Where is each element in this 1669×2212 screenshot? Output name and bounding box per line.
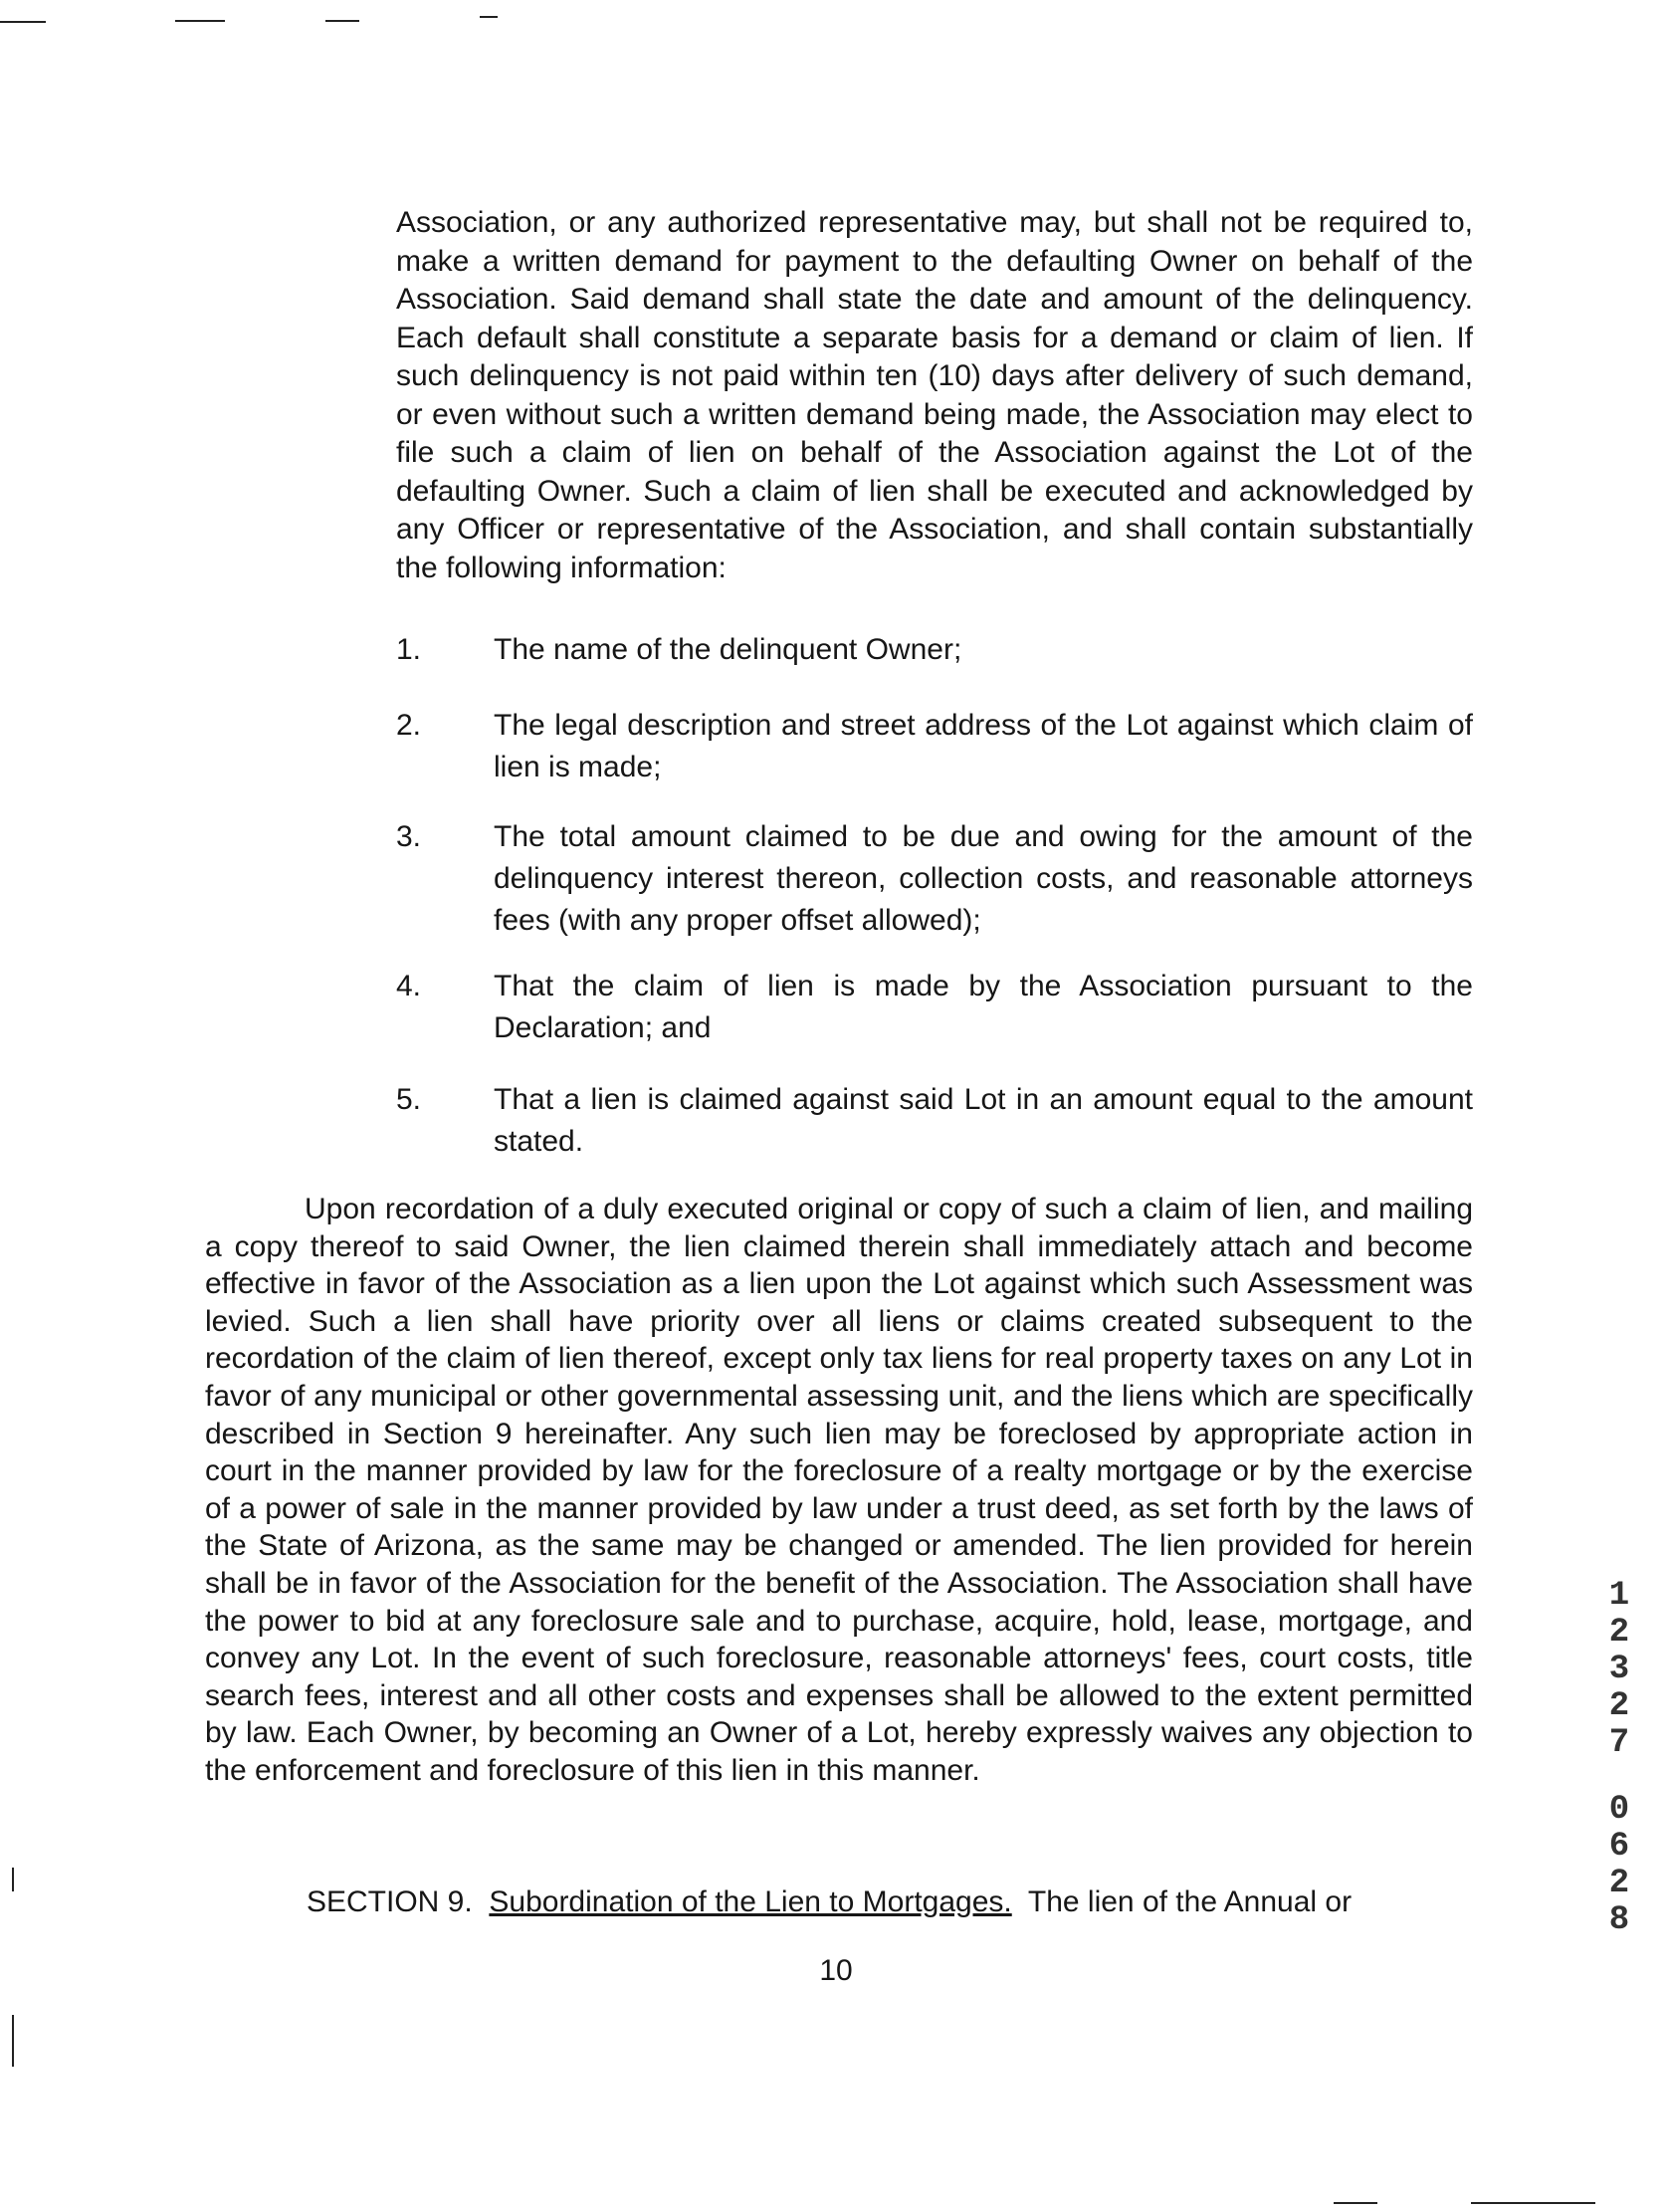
stamp-digit: 3 xyxy=(1608,1651,1630,1688)
list-item-text: That the claim of lien is made by the Association pursuant to the Declaration; and xyxy=(494,970,1473,1044)
stamp-digit: 2 xyxy=(1608,1865,1630,1902)
scan-mark xyxy=(1334,2202,1377,2204)
list-item-text: That a lien is claimed against said Lot in an amount equal to the amount stated. xyxy=(494,1083,1473,1158)
list-item-text: The name of the delinquent Owner; xyxy=(494,633,962,666)
scan-mark xyxy=(1471,2202,1595,2204)
list-item-text: The legal description and street address of the Lot against which claim of lien is made; xyxy=(494,709,1473,783)
stamp-digit: 2 xyxy=(1608,1687,1630,1725)
scan-mark xyxy=(175,20,225,22)
section-text: The lien of the Annual or xyxy=(1027,1885,1353,1918)
list-item-number: 1. xyxy=(396,633,422,666)
list-item-number: 2. xyxy=(396,709,422,742)
stamp-digit: 6 xyxy=(1608,1828,1630,1866)
list-item-number: 5. xyxy=(396,1083,422,1116)
recording-stamp xyxy=(1596,1578,1642,1939)
intro-paragraph: Association, or any authorized representative may, but shall not be required to, make a written demand for payment to the defaulting Owner on behalf of the Association. Said demand shall state the date and amount of the delinquency. Each default shall constitute a separate basis for a demand or claim of lien. If such delinquency is not paid within ten (10) days after delivery of such demand, or even without such a written demand being made, the Association may elect to file such a claim of lien on behalf of the Association against the Lot of the defaulting Owner. Such a claim of lien shall be executed and acknowledged by any Officer or representative of the Association, and shall contain substantially the following information: xyxy=(396,206,1473,584)
scan-mark xyxy=(325,20,359,22)
scan-mark xyxy=(0,21,46,23)
recordation-paragraph-text: Upon recordation of a duly executed original or copy of such a claim of lien, and mailing a copy thereof to said Owner, the lien claimed therein shall immediately attach and become effective in favor of the Association as a lien upon the Lot against which such Assessment was levied. Such a lien shall have priority over all liens or claims created subsequent to the recordation of the claim of lien thereof, except only tax liens for real property taxes on any Lot in favor of any municipal or other governmental assessing unit, and the liens which are specifically described in Section 9 hereinafter. Any such lien may be foreclosed by appropriate action in court in the manner provided by law for the foreclosure of a realty mortgage or by the exercise of a power of sale in the manner provided by law under a trust deed, as set forth by the laws of the State of Arizona, as the same may be changed or amended. The lien provided for herein shall be in favor of the Association for the benefit of the Association. The Association shall have the power to bid at any foreclosure sale and to purchase, acquire, hold, lease, mortgage, and convey any Lot. In the event of such foreclosure, reasonable attorneys' fees, court costs, title search fees, interest and all other costs and expenses shall be allowed to the extent permitted by law. Each Owner, by becoming an Owner of a Lot, hereby expressly waives any objection to the enforcement and foreclosure of this lien in this manner. xyxy=(205,1193,1473,1787)
stamp-digit: 8 xyxy=(1608,1901,1630,1939)
scan-mark xyxy=(480,16,498,18)
recordation-paragraph xyxy=(205,1191,1473,1790)
list-item-text: The total amount claimed to be due and owing for the amount of the delinquency interest thereon, collection costs, and reasonable attorneys fees (with any proper offset allowed); xyxy=(494,820,1473,937)
stamp-digit: 2 xyxy=(1608,1614,1630,1652)
section-9-line xyxy=(307,1882,1501,1922)
scan-mark xyxy=(12,1868,14,1891)
stamp-digit: 0 xyxy=(1608,1791,1630,1829)
list-item-number: 3. xyxy=(396,820,422,853)
page-number: 10 xyxy=(819,1954,853,1987)
list-item-number: 4. xyxy=(396,970,422,1002)
section-label: SECTION 9. xyxy=(307,1885,473,1918)
stamp-digit: 7 xyxy=(1608,1724,1630,1762)
scan-mark xyxy=(12,2015,14,2067)
stamp-digit: 1 xyxy=(1608,1577,1630,1615)
section-heading: Subordination of the Lien to Mortgages. xyxy=(489,1885,1012,1918)
